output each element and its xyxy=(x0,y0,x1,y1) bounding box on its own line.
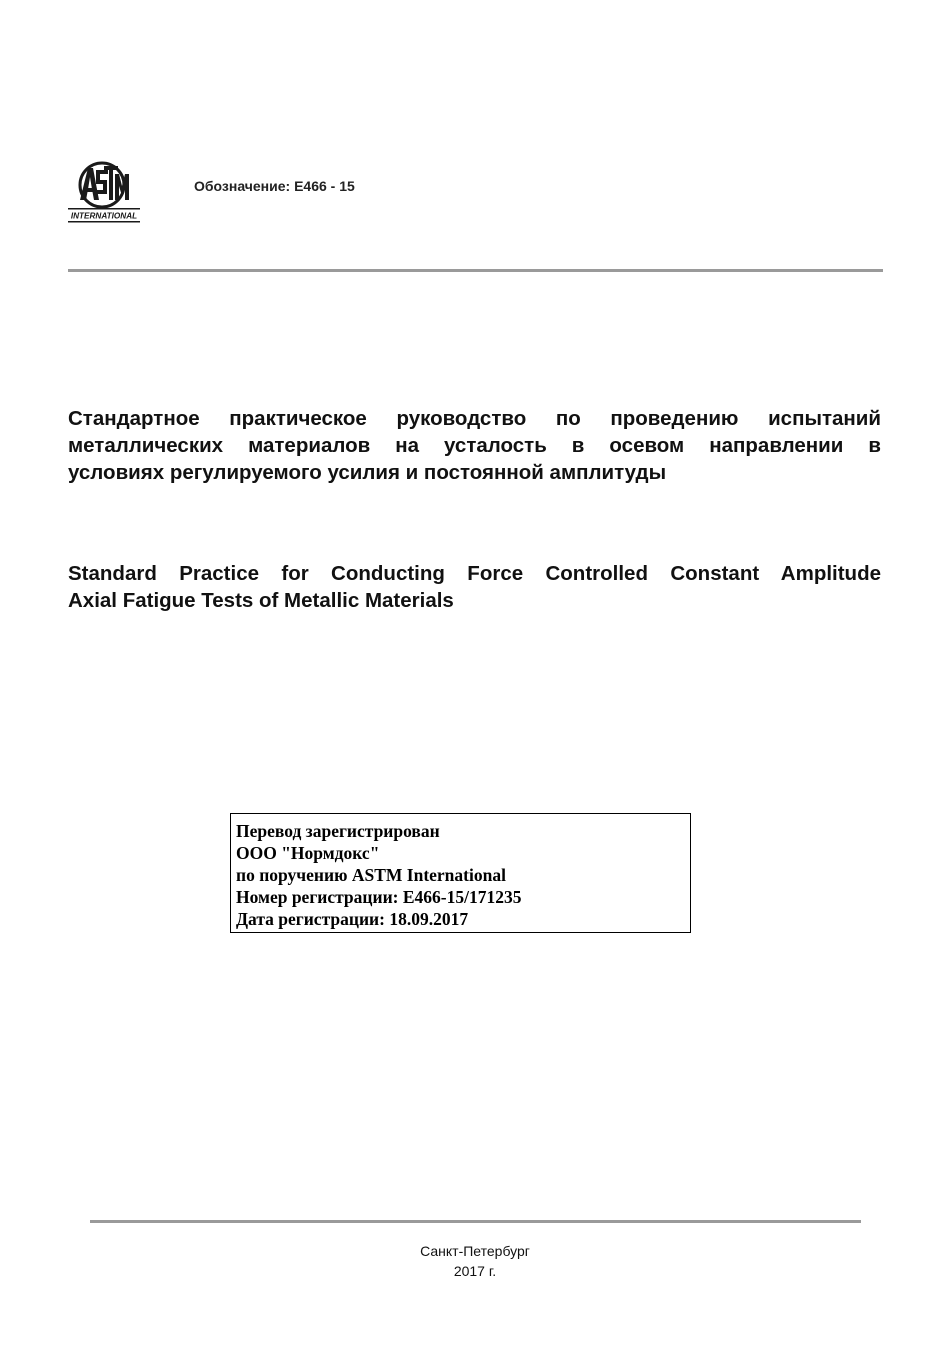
title-russian-line: Стандартное практическое руководство по проведению испытаний xyxy=(68,407,881,430)
title-english-line: Standard Practice for Conducting Force Controlled Constant Amplitude xyxy=(68,562,881,585)
logo-wordmark: INTERNATIONAL xyxy=(70,211,138,221)
footer-city: Санкт-Петербург xyxy=(420,1243,530,1259)
registration-line: ООО "Нормдокс" xyxy=(236,843,380,863)
title-english xyxy=(68,560,881,614)
document-designation: Обозначение: E466 - 15 xyxy=(194,178,355,194)
registration-number: Номер регистрации: E466-15/171235 xyxy=(236,887,522,907)
title-russian-line: условиях регулируемого усилия и постоянной амплитуды xyxy=(68,461,667,484)
registration-line: Перевод зарегистрирован xyxy=(236,821,440,841)
title-english-line: Axial Fatigue Tests of Metallic Materials xyxy=(68,589,454,612)
bottom-divider xyxy=(90,1220,861,1223)
registration-stamp xyxy=(230,813,691,933)
astm-logo xyxy=(66,160,142,226)
title-russian xyxy=(68,405,881,486)
registration-date: Дата регистрации: 18.09.2017 xyxy=(236,909,469,929)
footer-year: 2017 г. xyxy=(453,1263,497,1279)
title-russian-line: металлических материалов на усталость в осевом направлении в xyxy=(68,434,881,457)
registration-line: по поручению ASTM International xyxy=(236,865,506,885)
top-divider xyxy=(68,269,883,272)
